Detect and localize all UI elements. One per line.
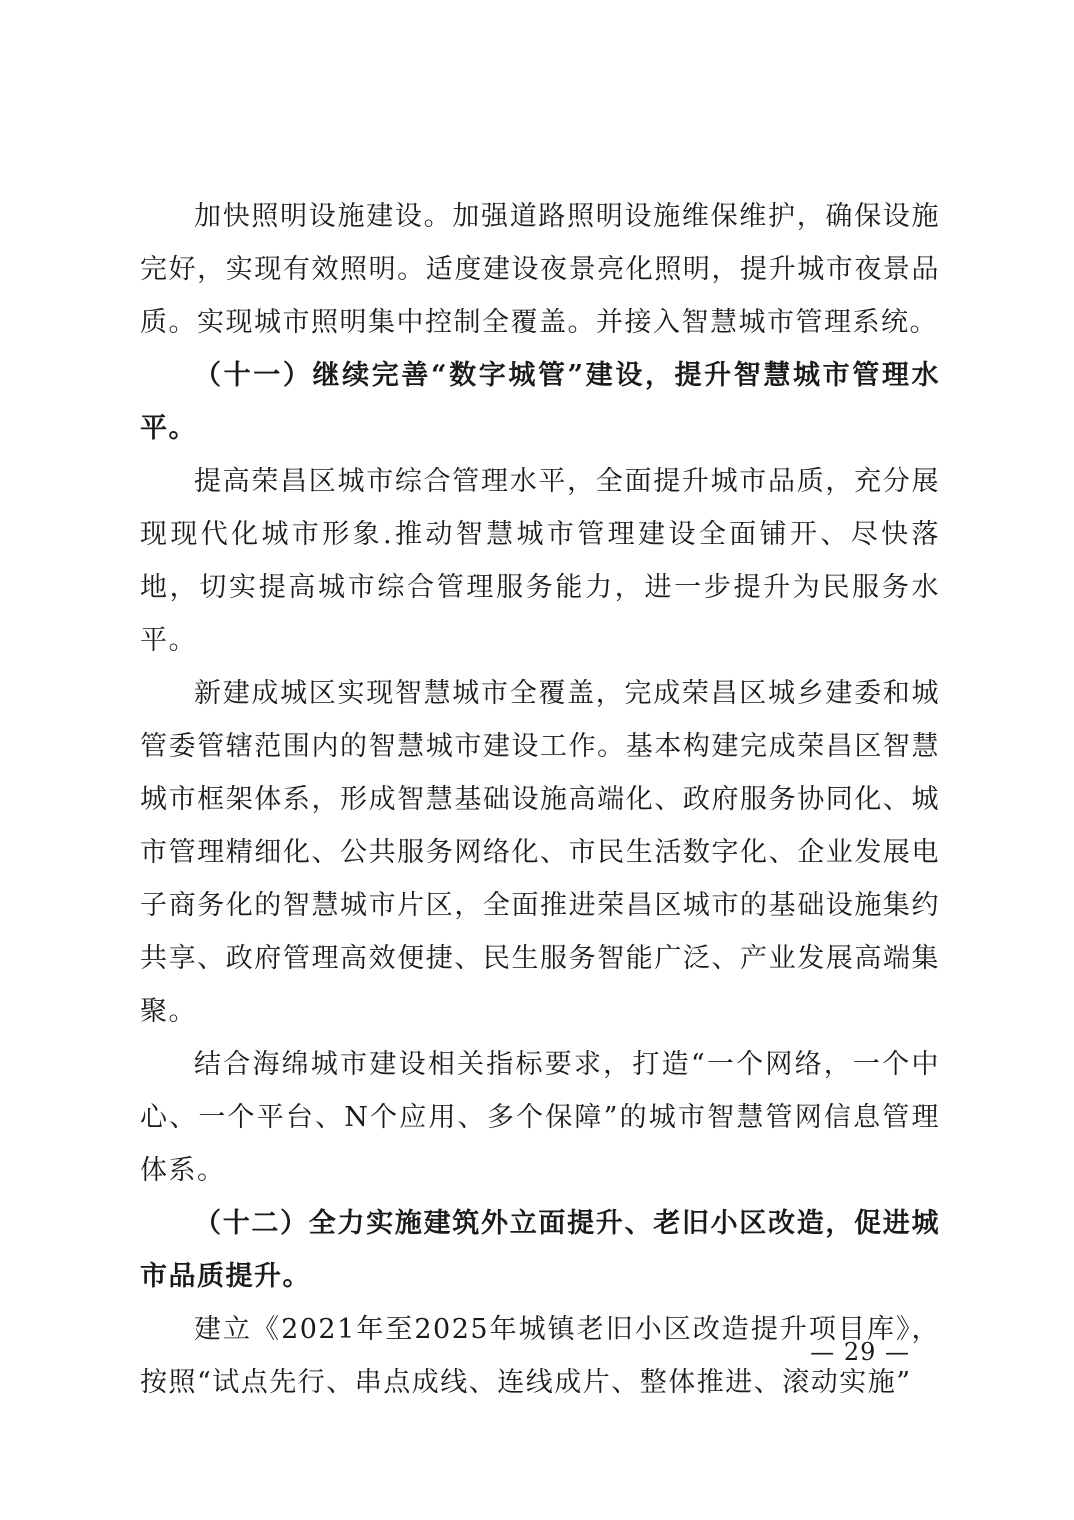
page-number: — 29 — bbox=[810, 1338, 910, 1366]
paragraph-smart-city-coverage: 新建成城区实现智慧城市全覆盖，完成荣昌区城乡建委和城管委管辖范围内的智慧城市建设工作。基本构建完成荣昌区智慧城市框架体系，形成智慧基础设施高端化、政府服务协同化、城市管理精细化、公共服务网络化、市民生活数字化、企业发展电子商务化的智慧城市片区，全面推进荣昌区城市的基础设施集约共享、政府管理高效便捷、民生服务智能广泛、产业发展高端集聚。 bbox=[140, 678, 940, 1027]
paragraph-lighting: 加快照明设施建设。加强道路照明设施维保维护，确保设施完好，实现有效照明。适度建设夜景亮化照明，提升城市夜景品质。实现城市照明集中控制全覆盖。并接入智慧城市管理系统。 bbox=[140, 201, 940, 338]
section-heading-12: （十二）全力实施建筑外立面提升、老旧小区改造，促进城市品质提升。 bbox=[140, 1208, 940, 1292]
paragraph-renovation-library: 建立《2021年至2025年城镇老旧小区改造提升项目库》，按照“试点先行、串点成线、连线成片、整体推进、滚动实施” bbox=[140, 1314, 940, 1398]
paragraph-sponge-city: 结合海绵城市建设相关指标要求，打造“一个网络，一个中心、一个平台、N个应用、多个保障”的城市智慧管网信息管理体系。 bbox=[140, 1049, 940, 1186]
section-heading-11: （十一）继续完善“数字城管”建设，提升智慧城市管理水平。 bbox=[140, 360, 940, 444]
paragraph-management-level: 提高荣昌区城市综合管理水平，全面提升城市品质，充分展现现代化城市形象.推动智慧城市管理建设全面铺开、尽快落地，切实提高城市综合管理服务能力，进一步提升为民服务水平。 bbox=[140, 466, 940, 656]
document-body bbox=[140, 190, 940, 1409]
